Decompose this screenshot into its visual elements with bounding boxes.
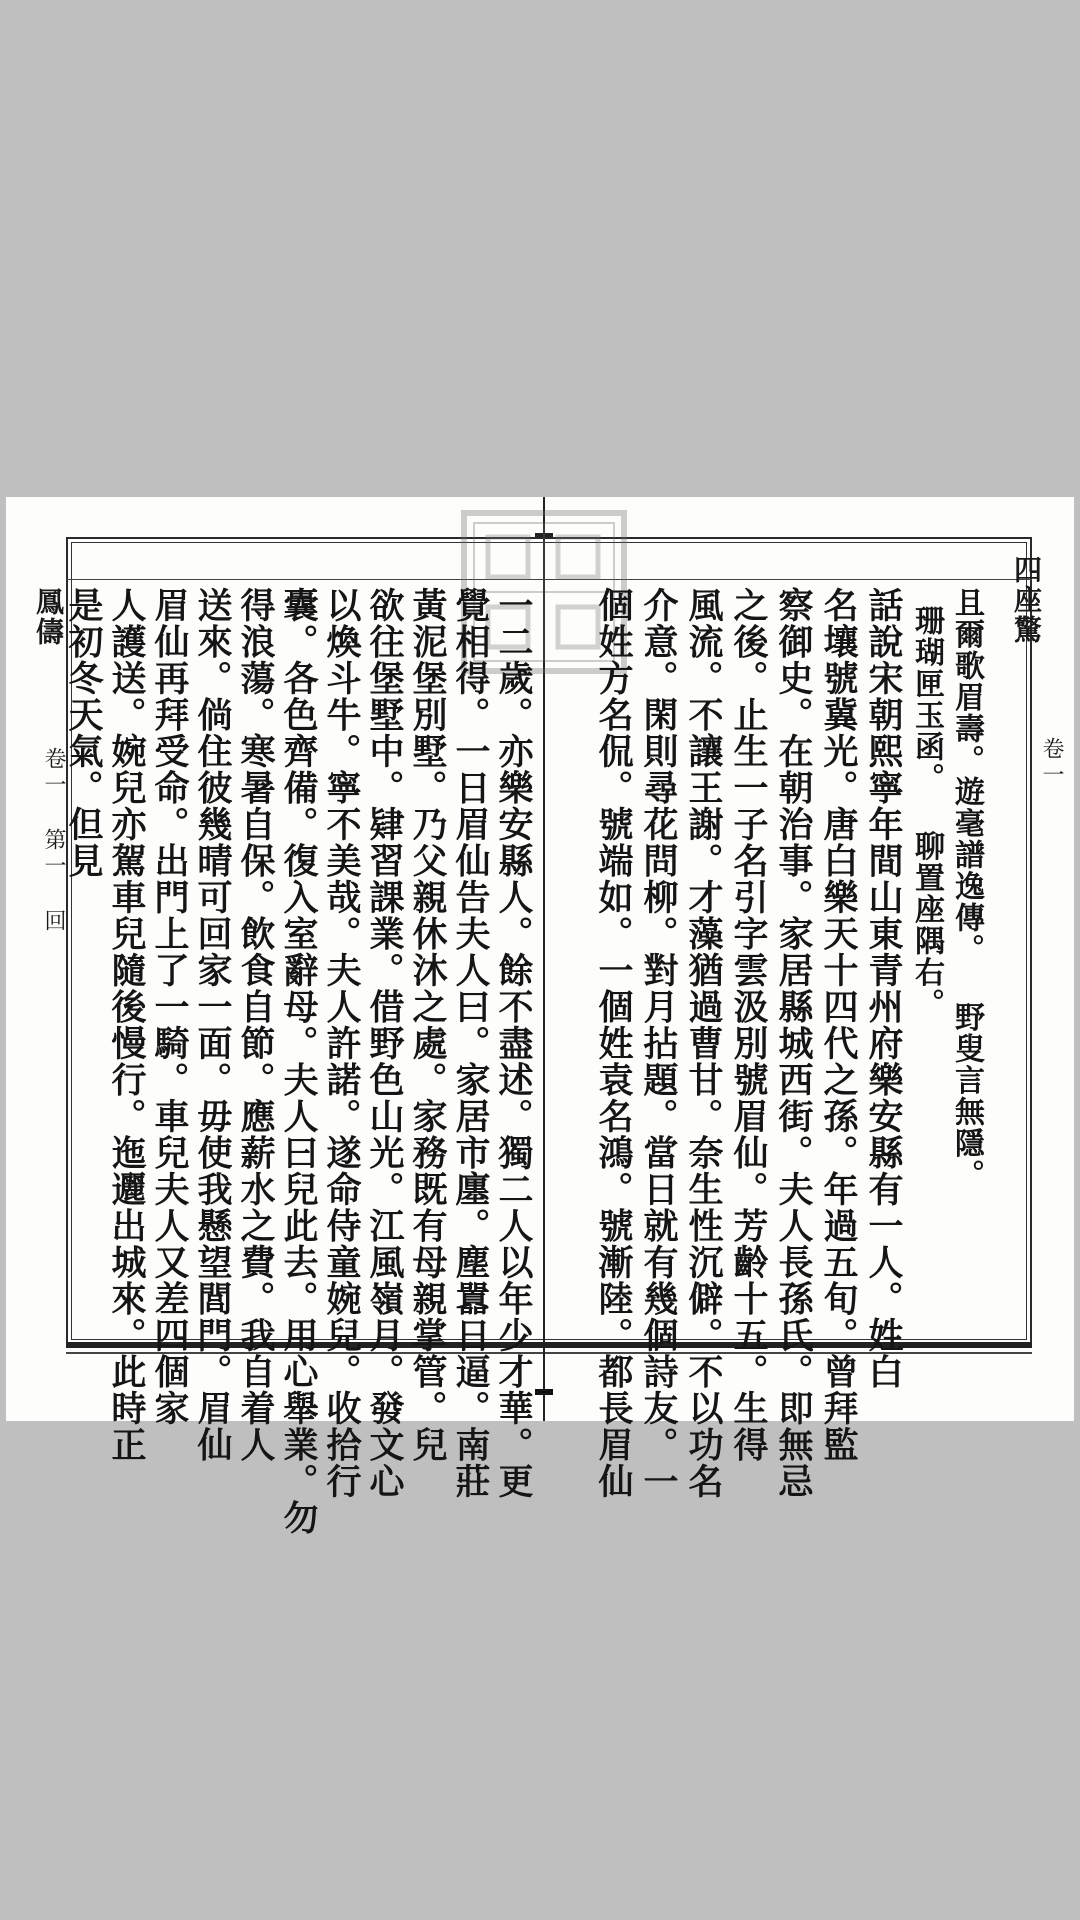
text-column: 人護送。婉兒亦駕車兒隨後慢行。迤邐出城來。此時正	[106, 587, 147, 1463]
text-column: 察御史。在朝治事。家居縣城西街。夫人長孫氏。即無忌	[773, 587, 814, 1500]
text-column: 覺相得。一日眉仙告夫人曰。家居市廛。塵囂日逼。南莊	[450, 587, 491, 1500]
text-column: 珊瑚匣玉函。 聊置座隅右。	[909, 605, 944, 1020]
text-column: 得浪蕩。寒暑自保。飲食自節。應薪水之費。我自着人	[235, 587, 276, 1463]
left-margin-folio: 卷一 第一 回	[41, 747, 66, 935]
text-column: 個姓方名侃。號端如。一個姓袁名鴻。號漸陸。都長眉仙	[593, 587, 634, 1500]
right-margin-volume: 卷一	[1039, 737, 1064, 789]
text-column: 且爾歌眉壽。遊毫譜逸傳。 野叟言無隱。	[949, 587, 984, 1191]
fold-mark-bottom	[535, 1389, 553, 1395]
text-column: 一二歲。亦樂安縣人。餘不盡述。獨二人以年少才華。更	[493, 587, 534, 1500]
text-column: 送來。倘住彼幾晴可回家一面。毋使我懸望閭門。眉仙	[192, 587, 233, 1463]
text-column: 風流。不讓王謝。才藻猶過曹甘。奈生性沉僻。不以功名	[683, 587, 724, 1500]
text-column: 眉仙再拜受命。出門上了一騎。車兒夫人又差四個家	[149, 587, 190, 1427]
text-column: 介意。閑則尋花問柳。對月拈題。當日就有幾個詩友。一	[638, 587, 679, 1500]
text-column: 囊。各色齊備。復入室辭母。夫人曰兒此去。用心舉業。勿	[278, 587, 319, 1536]
text-column: 是初冬天氣。但見	[63, 587, 104, 879]
scanned-page	[6, 497, 1074, 1536]
left-margin-title: 鳳儔	[32, 587, 65, 647]
text-column: 話說宋朝熙寧年間山東青州府樂安縣有一人。姓白	[863, 587, 904, 1390]
text-column: 名壤號冀光。唐白樂天十四代之孫。年過五旬。曾拜監	[818, 587, 859, 1463]
text-column: 以煥斗牛。寧不美哉。夫人許諾。遂命侍童婉兒。收拾行	[321, 587, 362, 1500]
right-margin-title: 四座驚	[1010, 555, 1043, 645]
text-column: 之後。止生一子名引字雲汲別號眉仙。芳齡十五。生得	[728, 587, 769, 1463]
text-column: 欲往堡墅中。肄習課業。借野色山光。江風嶺月。發文心	[364, 587, 405, 1500]
text-column: 黃泥堡別墅。乃父親休沐之處。家務既有母親掌管。兒	[407, 587, 448, 1463]
